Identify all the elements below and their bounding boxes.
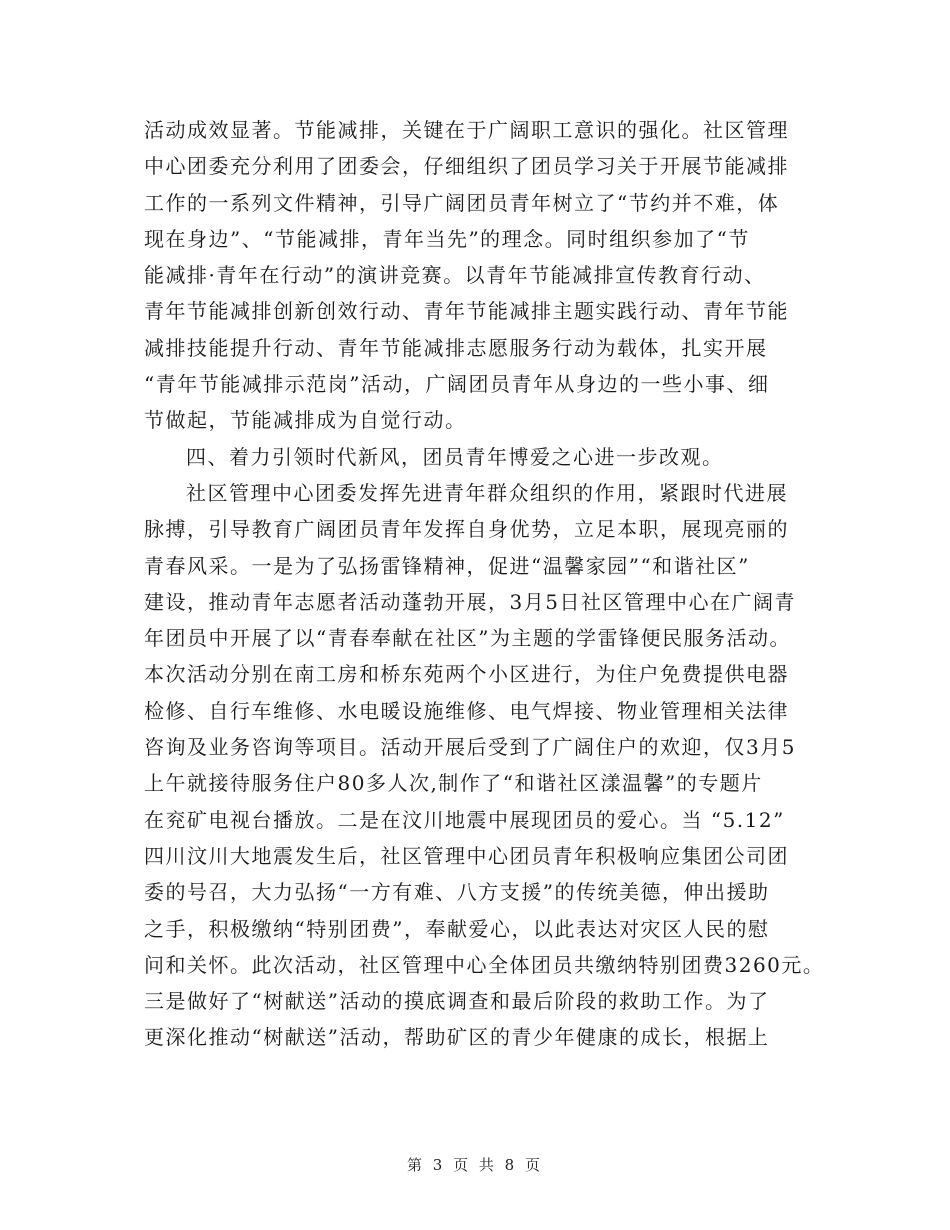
text-line: 上午就接待服务住户80多人次,制作了“和谐社区漾温馨”的专题片	[144, 771, 763, 796]
text-line: 工作的一系列文件精神，引导广阔团员青年树立了“节约并不难，体	[144, 190, 780, 215]
text-line: 青年节能减排创新创效行动、青年节能减排主题实践行动、青年节能	[144, 299, 789, 324]
text-line: 活动成效显著。节能减排，关键在于广阔职工意识的强化。社区管理	[144, 118, 789, 142]
text-line: 节做起，节能减排成为自觉行动。	[144, 408, 467, 433]
text-line: 能减排·青年在行动”的演讲竞赛。以青年节能减排宣传教育行动、	[144, 263, 766, 288]
text-line: 建设，推动青年志愿者活动蓬勃开展，3月5日社区管理中心在广阔青	[144, 589, 796, 614]
text-line: 委的号召，大力弘扬“一方有难、八方支援”的传统美德，伸出援助	[144, 880, 770, 905]
text-line: 咨询及业务咨询等项目。活动开展后受到了广阔住户的欢迎，仅3月5	[144, 735, 796, 760]
text-line: 现在身边”、“节能减排，青年当先”的理念。同时组织参加了“节	[144, 226, 750, 251]
body-text	[144, 112, 824, 1056]
section-heading: 四、着力引领时代新风，团员青年博爱之心进一步改观。	[186, 444, 724, 469]
text-line: 三是做好了“树献送”活动的摸底调查和最后阶段的救助工作。为了	[144, 989, 770, 1014]
text-line: “青年节能减排示范岗”活动，广阔团员青年从身边的一些小事、细	[144, 372, 770, 397]
text-line: 脉搏，引导教育广阔团员青年发挥自身优势，立足本职，展现亮丽的	[144, 517, 789, 542]
text-line: 社区管理中心团委发挥先进青年群众组织的作用，紧跟时代进展	[186, 480, 788, 505]
page-number: 第 3 页 共 8 页	[407, 1156, 543, 1174]
text-line: 检修、自行车维修、水电暖设施维修、电气焊接、物业管理相关法律	[144, 698, 789, 723]
text-line: 之手，积极缴纳“特别团费”，奉献爱心，以此表达对灾区人民的慰	[144, 916, 770, 941]
text-line: 四川汶川大地震发生后，社区管理中心团员青年积极响应集团公司团	[144, 843, 789, 868]
text-line: 更深化推动“树献送”活动，帮助矿区的青少年健康的成长，根据上	[144, 1025, 770, 1050]
text-line: 中心团委充分利用了团委会，仔细组织了团员学习关于开展节能减排	[144, 154, 789, 179]
text-line: 问和关怀。此次活动，社区管理中心全体团员共缴纳特别团费3260元。	[144, 952, 825, 977]
text-line: 年团员中开展了以“青春奉献在社区”为主题的学雷锋便民服务活动。	[144, 626, 791, 651]
text-line: 在兖矿电视台播放。二是在汶川地震中展现团员的爱心。当 “5.12”	[144, 807, 785, 832]
text-line: 本次活动分别在南工房和桥东苑两个小区进行，为住户免费提供电器	[144, 662, 789, 687]
text-line: 青春风采。一是为了弘扬雷锋精神，促进“温馨家园”“和谐社区”	[144, 553, 750, 578]
text-line: 减排技能提升行动、青年节能减排志愿服务行动为载体，扎实开展	[144, 335, 768, 360]
